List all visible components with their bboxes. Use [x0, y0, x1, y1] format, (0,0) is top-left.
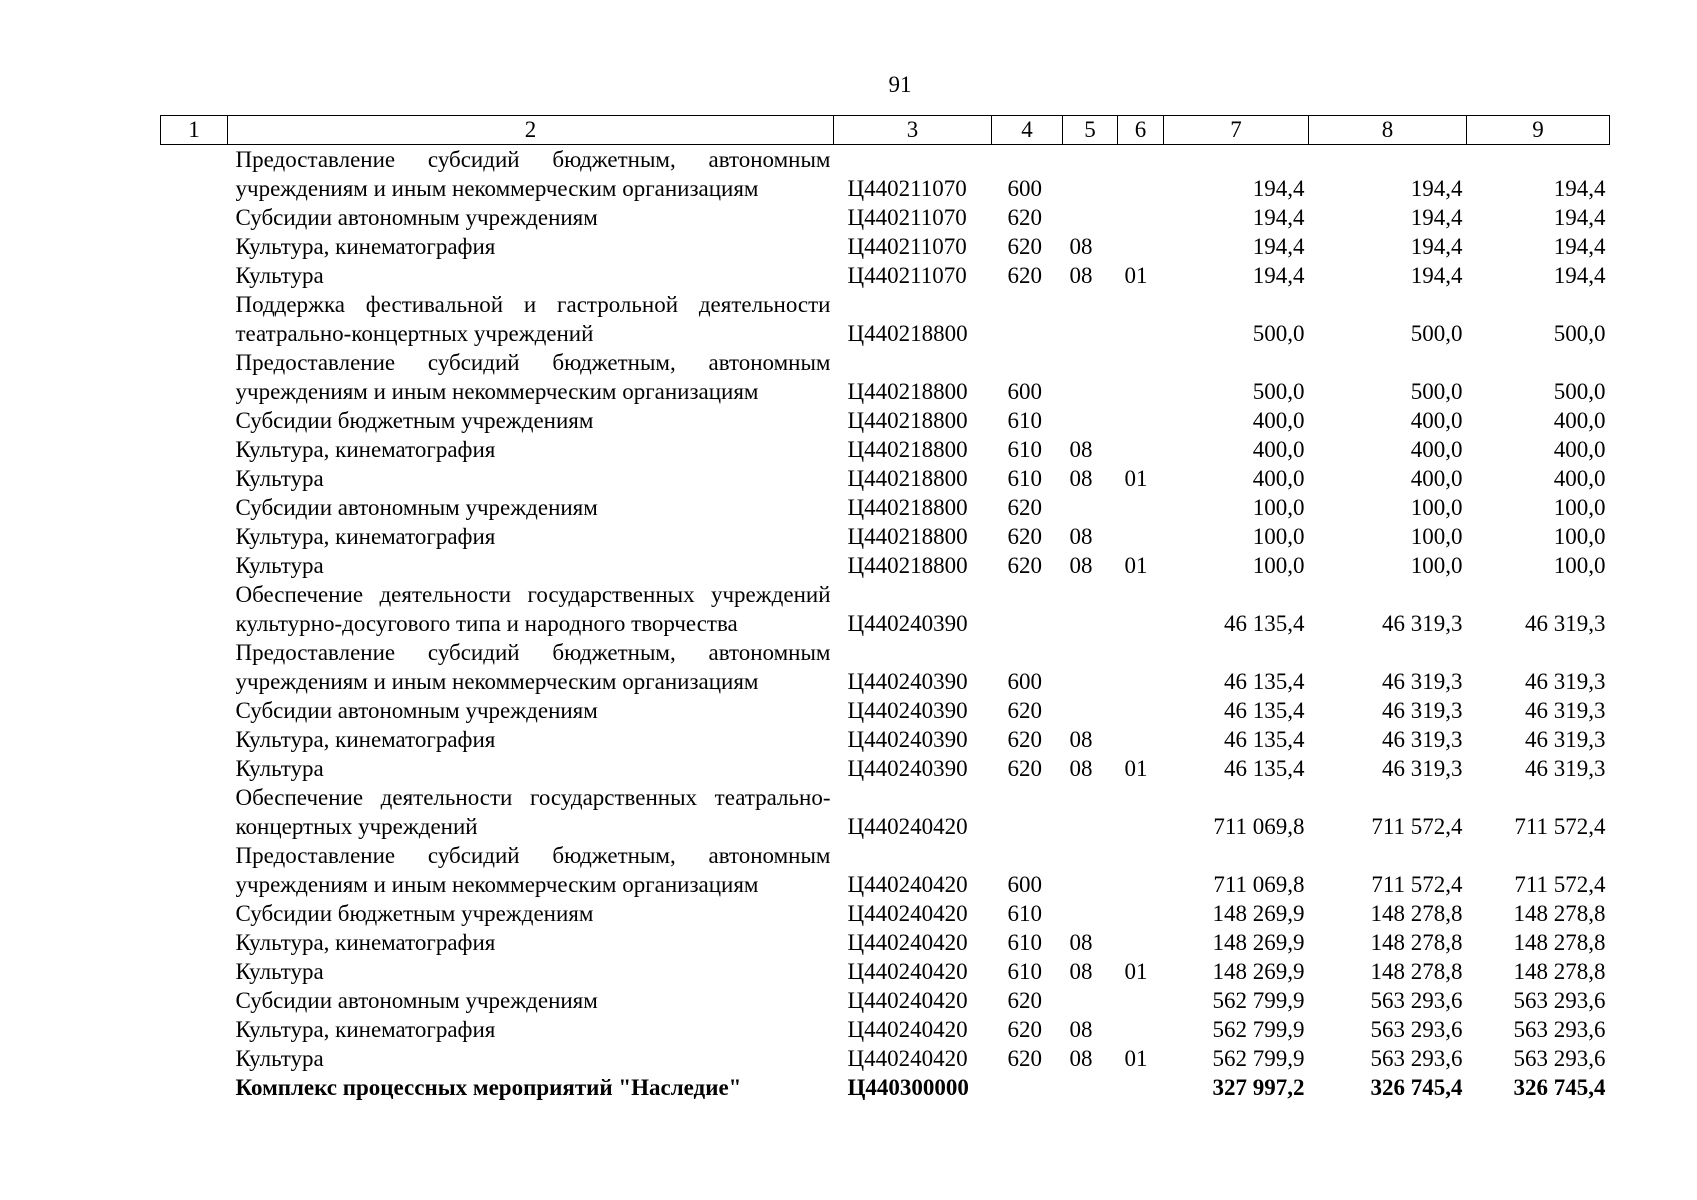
- amount-col-7: 327 997,2: [1212, 1075, 1305, 1100]
- expense-type: 620: [1007, 495, 1042, 520]
- amount-col-8: 148 278,8: [1370, 959, 1463, 984]
- item-name: Предоставление субсидий бюджетным, автономным учреждениям и иным некоммерческим организациям: [235, 640, 831, 694]
- target-code: Ц440240390: [847, 611, 968, 636]
- section-code: 08: [1069, 1046, 1093, 1071]
- section-code: 08: [1069, 727, 1093, 752]
- target-code: Ц440240420: [847, 901, 968, 926]
- item-name: Культура, кинематография: [235, 1017, 496, 1042]
- header-cell: 3: [834, 116, 992, 145]
- amount-col-7: 400,0: [1252, 408, 1305, 433]
- amount-col-9: 46 319,3: [1525, 698, 1606, 723]
- amount-col-9: 46 319,3: [1525, 669, 1606, 694]
- section-code: [1063, 348, 1118, 406]
- table-row: [161, 957, 1610, 986]
- table-row: [161, 754, 1610, 783]
- target-code: Ц440240420: [847, 988, 968, 1013]
- table-row: [161, 203, 1610, 232]
- amount-col-9: 194,4: [1553, 176, 1606, 201]
- empty-cell: [161, 290, 228, 348]
- table-row: [161, 261, 1610, 290]
- expense-type: 610: [1007, 408, 1042, 433]
- amount-col-9: 326 745,4: [1513, 1075, 1606, 1100]
- amount-col-8: 46 319,3: [1382, 756, 1463, 781]
- item-name: Культура, кинематография: [235, 727, 496, 752]
- expense-type: 610: [1007, 437, 1042, 462]
- amount-col-8: 46 319,3: [1382, 698, 1463, 723]
- empty-cell: [161, 754, 228, 783]
- subsection-code: [1118, 203, 1164, 232]
- amount-col-7: 46 135,4: [1224, 611, 1305, 636]
- target-code: Ц440240420: [847, 1046, 968, 1071]
- empty-cell: [161, 1044, 228, 1073]
- amount-col-7: 562 799,9: [1212, 1017, 1305, 1042]
- section-code: [1063, 203, 1118, 232]
- subsection-code: 01: [1124, 553, 1148, 578]
- amount-col-9: 500,0: [1553, 379, 1606, 404]
- item-name: Культура: [235, 553, 324, 578]
- empty-cell: [161, 435, 228, 464]
- item-name: Субсидии бюджетным учреждениям: [235, 901, 594, 926]
- target-code: Ц440218800: [847, 379, 968, 404]
- expense-type: 620: [1007, 698, 1042, 723]
- amount-col-9: 400,0: [1553, 437, 1606, 462]
- target-code: Ц440240420: [847, 959, 968, 984]
- header-cell: 8: [1309, 116, 1467, 145]
- amount-col-9: 148 278,8: [1513, 901, 1606, 926]
- amount-col-9: 711 572,4: [1514, 872, 1606, 897]
- expense-type: 620: [1007, 234, 1042, 259]
- empty-cell: [161, 464, 228, 493]
- section-code: [1063, 580, 1118, 638]
- section-code: [1063, 696, 1118, 725]
- target-code: Ц440300000: [847, 1075, 969, 1100]
- table-row: [161, 232, 1610, 261]
- amount-col-8: 400,0: [1410, 408, 1463, 433]
- table-row: [161, 928, 1610, 957]
- amount-col-9: 563 293,6: [1513, 1017, 1606, 1042]
- empty-cell: [161, 203, 228, 232]
- target-code: Ц440240420: [847, 814, 968, 839]
- amount-col-9: 100,0: [1553, 553, 1606, 578]
- section-code: [1063, 1073, 1118, 1102]
- empty-cell: [161, 522, 228, 551]
- target-code: Ц440240390: [847, 727, 968, 752]
- empty-cell: [161, 261, 228, 290]
- table-row: [161, 1044, 1610, 1073]
- amount-col-8: 46 319,3: [1382, 727, 1463, 752]
- empty-cell: [161, 638, 228, 696]
- subsection-code: [1118, 435, 1164, 464]
- expense-type: 620: [1007, 553, 1042, 578]
- item-name: Культура: [235, 1046, 324, 1071]
- target-code: Ц440240420: [847, 1017, 968, 1042]
- section-code: [1063, 986, 1118, 1015]
- empty-cell: [161, 986, 228, 1015]
- expense-type: 600: [1007, 379, 1042, 404]
- section-code: [1063, 493, 1118, 522]
- amount-col-8: 100,0: [1410, 495, 1463, 520]
- amount-col-9: 194,4: [1553, 234, 1606, 259]
- section-code: 08: [1069, 437, 1093, 462]
- section-code: 08: [1069, 263, 1093, 288]
- amount-col-9: 46 319,3: [1525, 756, 1606, 781]
- expense-type: 620: [1007, 988, 1042, 1013]
- amount-col-8: 563 293,6: [1370, 1046, 1463, 1071]
- subsection-code: [1118, 899, 1164, 928]
- amount-col-8: 194,4: [1410, 176, 1463, 201]
- header-cell: 2: [228, 116, 834, 145]
- amount-col-8: 711 572,4: [1371, 814, 1463, 839]
- amount-col-7: 400,0: [1252, 437, 1305, 462]
- subsection-code: 01: [1124, 959, 1148, 984]
- subsection-code: [1118, 145, 1164, 204]
- amount-col-9: 194,4: [1553, 205, 1606, 230]
- target-code: Ц440211070: [847, 205, 967, 230]
- amount-col-7: 46 135,4: [1224, 669, 1305, 694]
- amount-col-7: 148 269,9: [1212, 930, 1305, 955]
- section-code: 08: [1069, 959, 1093, 984]
- section-code: [1063, 638, 1118, 696]
- item-name: Предоставление субсидий бюджетным, автономным учреждениям и иным некоммерческим организациям: [235, 843, 831, 897]
- empty-cell: [161, 580, 228, 638]
- section-code: [1063, 899, 1118, 928]
- amount-col-7: 46 135,4: [1224, 698, 1305, 723]
- amount-col-7: 100,0: [1252, 495, 1305, 520]
- item-name: Поддержка фестивальной и гастрольной деятельности театрально-концертных учреждений: [235, 292, 831, 346]
- amount-col-8: 500,0: [1410, 321, 1463, 346]
- section-code: 08: [1069, 466, 1093, 491]
- amount-col-7: 500,0: [1252, 321, 1305, 346]
- item-name: Субсидии автономным учреждениям: [235, 205, 598, 230]
- item-name: Субсидии автономным учреждениям: [235, 988, 598, 1013]
- header-cell: 9: [1467, 116, 1610, 145]
- target-code: Ц440240390: [847, 669, 968, 694]
- amount-col-8: 400,0: [1410, 437, 1463, 462]
- header-cell: 1: [161, 116, 228, 145]
- target-code: Ц440218800: [847, 321, 968, 346]
- subsection-code: [1118, 841, 1164, 899]
- item-name: Обеспечение деятельности государственных театрально-концертных учреждений: [235, 785, 831, 839]
- header-row: [161, 116, 1610, 145]
- empty-cell: [161, 232, 228, 261]
- empty-cell: [161, 841, 228, 899]
- amount-col-8: 46 319,3: [1382, 669, 1463, 694]
- amount-col-7: 500,0: [1252, 379, 1305, 404]
- amount-col-7: 400,0: [1252, 466, 1305, 491]
- table-row: [161, 899, 1610, 928]
- target-code: Ц440218800: [847, 524, 968, 549]
- item-name: Культура, кинематография: [235, 234, 496, 259]
- item-name: Субсидии автономным учреждениям: [235, 698, 598, 723]
- section-code: [1063, 290, 1118, 348]
- item-name: Культура: [235, 263, 324, 288]
- amount-col-7: 562 799,9: [1212, 988, 1305, 1013]
- header-cell: 6: [1118, 116, 1164, 145]
- amount-col-7: 194,4: [1252, 205, 1305, 230]
- section-code: 08: [1069, 1017, 1093, 1042]
- empty-cell: [161, 1015, 228, 1044]
- amount-col-7: 711 069,8: [1213, 872, 1305, 897]
- amount-col-7: 148 269,9: [1212, 959, 1305, 984]
- expense-type: 610: [1007, 930, 1042, 955]
- table-row: [161, 986, 1610, 1015]
- table-row: [161, 348, 1610, 406]
- table-row: [161, 696, 1610, 725]
- target-code: Ц440218800: [847, 495, 968, 520]
- item-name: Культура, кинематография: [235, 930, 496, 955]
- header-cell: 5: [1063, 116, 1118, 145]
- subsection-code: [1118, 232, 1164, 261]
- empty-cell: [161, 899, 228, 928]
- expense-type: 620: [1007, 524, 1042, 549]
- empty-cell: [161, 725, 228, 754]
- item-name: Культура, кинематография: [235, 524, 496, 549]
- table-row: [161, 783, 1610, 841]
- expense-type: 620: [1007, 263, 1042, 288]
- target-code: Ц440211070: [847, 234, 967, 259]
- empty-cell: [161, 783, 228, 841]
- table-row: [161, 1015, 1610, 1044]
- subsection-code: 01: [1124, 466, 1148, 491]
- empty-cell: [161, 348, 228, 406]
- amount-col-9: 400,0: [1553, 466, 1606, 491]
- item-name: Культура: [235, 756, 324, 781]
- amount-col-7: 194,4: [1252, 234, 1305, 259]
- subsection-code: [1118, 406, 1164, 435]
- target-code: Ц440211070: [847, 176, 967, 201]
- amount-col-9: 148 278,8: [1513, 930, 1606, 955]
- expense-type: 620: [1007, 205, 1042, 230]
- expense-type: 610: [1007, 466, 1042, 491]
- table-row: [161, 551, 1610, 580]
- section-code: 08: [1069, 234, 1093, 259]
- table-row: [161, 290, 1610, 348]
- subsection-code: [1118, 580, 1164, 638]
- subsection-code: 01: [1124, 263, 1148, 288]
- page-number: 91: [888, 72, 912, 97]
- amount-col-7: 46 135,4: [1224, 756, 1305, 781]
- item-name: Культура: [235, 466, 324, 491]
- empty-cell: [161, 406, 228, 435]
- amount-col-9: 46 319,3: [1525, 727, 1606, 752]
- subsection-code: [1118, 638, 1164, 696]
- subsection-code: [1118, 290, 1164, 348]
- section-code: [1063, 145, 1118, 204]
- item-name: Субсидии бюджетным учреждениям: [235, 408, 594, 433]
- target-code: Ц440240390: [847, 698, 968, 723]
- expense-type: 620: [1007, 727, 1042, 752]
- subsection-code: 01: [1124, 756, 1148, 781]
- amount-col-9: 46 319,3: [1525, 611, 1606, 636]
- subsection-code: [1118, 493, 1164, 522]
- expense-type: 600: [1007, 872, 1042, 897]
- amount-col-7: 46 135,4: [1224, 727, 1305, 752]
- expense-type: 610: [1007, 959, 1042, 984]
- section-code: 08: [1069, 756, 1093, 781]
- section-code: [1063, 783, 1118, 841]
- amount-col-9: 563 293,6: [1513, 988, 1606, 1013]
- amount-col-9: 500,0: [1553, 321, 1606, 346]
- target-code: Ц440218800: [847, 408, 968, 433]
- subsection-code: [1118, 783, 1164, 841]
- item-name: Предоставление субсидий бюджетным, автономным учреждениям и иным некоммерческим организациям: [235, 350, 831, 404]
- item-name: Культура: [235, 959, 324, 984]
- subsection-code: [1118, 348, 1164, 406]
- expense-type: 620: [1007, 1046, 1042, 1071]
- empty-cell: [161, 696, 228, 725]
- table-row: [161, 725, 1610, 754]
- header-cell: 4: [992, 116, 1063, 145]
- header-cell: 7: [1164, 116, 1309, 145]
- table-row: [161, 493, 1610, 522]
- subsection-code: [1118, 1073, 1164, 1102]
- empty-cell: [161, 493, 228, 522]
- item-name: Обеспечение деятельности государственных учреждений культурно-досугового типа и народного творчества: [235, 582, 831, 636]
- expense-type: 620: [1007, 756, 1042, 781]
- section-code: 08: [1069, 930, 1093, 955]
- amount-col-9: 100,0: [1553, 524, 1606, 549]
- amount-col-8: 326 745,4: [1370, 1075, 1463, 1100]
- empty-cell: [161, 145, 228, 204]
- empty-cell: [161, 957, 228, 986]
- target-code: Ц440240420: [847, 872, 968, 897]
- item-name: Культура, кинематография: [235, 437, 496, 462]
- expense-type: [992, 783, 1063, 841]
- subsection-code: 01: [1124, 1046, 1148, 1071]
- amount-col-8: 100,0: [1410, 553, 1463, 578]
- table-row: [161, 435, 1610, 464]
- amount-col-9: 148 278,8: [1513, 959, 1606, 984]
- amount-col-8: 500,0: [1410, 379, 1463, 404]
- section-code: 08: [1069, 524, 1093, 549]
- subsection-code: [1118, 928, 1164, 957]
- table-row: [161, 1073, 1610, 1102]
- empty-cell: [161, 551, 228, 580]
- subsection-code: [1118, 522, 1164, 551]
- amount-col-7: 194,4: [1252, 176, 1305, 201]
- target-code: Ц440240390: [847, 756, 968, 781]
- subsection-code: [1118, 725, 1164, 754]
- table-row: [161, 406, 1610, 435]
- empty-cell: [161, 1073, 228, 1102]
- subsection-code: [1118, 1015, 1164, 1044]
- amount-col-9: 194,4: [1553, 263, 1606, 288]
- amount-col-8: 563 293,6: [1370, 988, 1463, 1013]
- budget-table: [160, 115, 1610, 1102]
- amount-col-8: 400,0: [1410, 466, 1463, 491]
- amount-col-9: 711 572,4: [1514, 814, 1606, 839]
- subsection-code: [1118, 696, 1164, 725]
- amount-col-7: 148 269,9: [1212, 901, 1305, 926]
- target-code: Ц440211070: [847, 263, 967, 288]
- table-row: [161, 464, 1610, 493]
- table-row: [161, 145, 1610, 204]
- amount-col-8: 148 278,8: [1370, 901, 1463, 926]
- amount-col-9: 563 293,6: [1513, 1046, 1606, 1071]
- section-code: [1063, 841, 1118, 899]
- expense-type: 610: [1007, 901, 1042, 926]
- table-row: [161, 841, 1610, 899]
- empty-cell: [161, 928, 228, 957]
- amount-col-7: 194,4: [1252, 263, 1305, 288]
- subsection-code: [1118, 986, 1164, 1015]
- amount-col-7: 100,0: [1252, 553, 1305, 578]
- item-name: Субсидии автономным учреждениям: [235, 495, 598, 520]
- amount-col-8: 194,4: [1410, 263, 1463, 288]
- amount-col-9: 100,0: [1553, 495, 1606, 520]
- amount-col-8: 148 278,8: [1370, 930, 1463, 955]
- amount-col-8: 194,4: [1410, 205, 1463, 230]
- amount-col-7: 562 799,9: [1212, 1046, 1305, 1071]
- amount-col-8: 711 572,4: [1371, 872, 1463, 897]
- expense-type: [992, 1073, 1063, 1102]
- target-code: Ц440218800: [847, 466, 968, 491]
- target-code: Ц440240420: [847, 930, 968, 955]
- section-code: [1063, 406, 1118, 435]
- item-name: Комплекс процессных мероприятий "Наследие": [235, 1075, 742, 1100]
- expense-type: [992, 580, 1063, 638]
- amount-col-8: 100,0: [1410, 524, 1463, 549]
- table-row: [161, 522, 1610, 551]
- expense-type: 600: [1007, 176, 1042, 201]
- amount-col-8: 194,4: [1410, 234, 1463, 259]
- expense-type: 620: [1007, 1017, 1042, 1042]
- target-code: Ц440218800: [847, 437, 968, 462]
- table-row: [161, 638, 1610, 696]
- amount-col-7: 711 069,8: [1213, 814, 1305, 839]
- amount-col-7: 100,0: [1252, 524, 1305, 549]
- amount-col-9: 400,0: [1553, 408, 1606, 433]
- expense-type: [992, 290, 1063, 348]
- expense-type: 600: [1007, 669, 1042, 694]
- section-code: 08: [1069, 553, 1093, 578]
- amount-col-8: 46 319,3: [1382, 611, 1463, 636]
- target-code: Ц440218800: [847, 553, 968, 578]
- item-name: Предоставление субсидий бюджетным, автономным учреждениям и иным некоммерческим организациям: [235, 147, 831, 201]
- table-row: [161, 580, 1610, 638]
- amount-col-8: 563 293,6: [1370, 1017, 1463, 1042]
